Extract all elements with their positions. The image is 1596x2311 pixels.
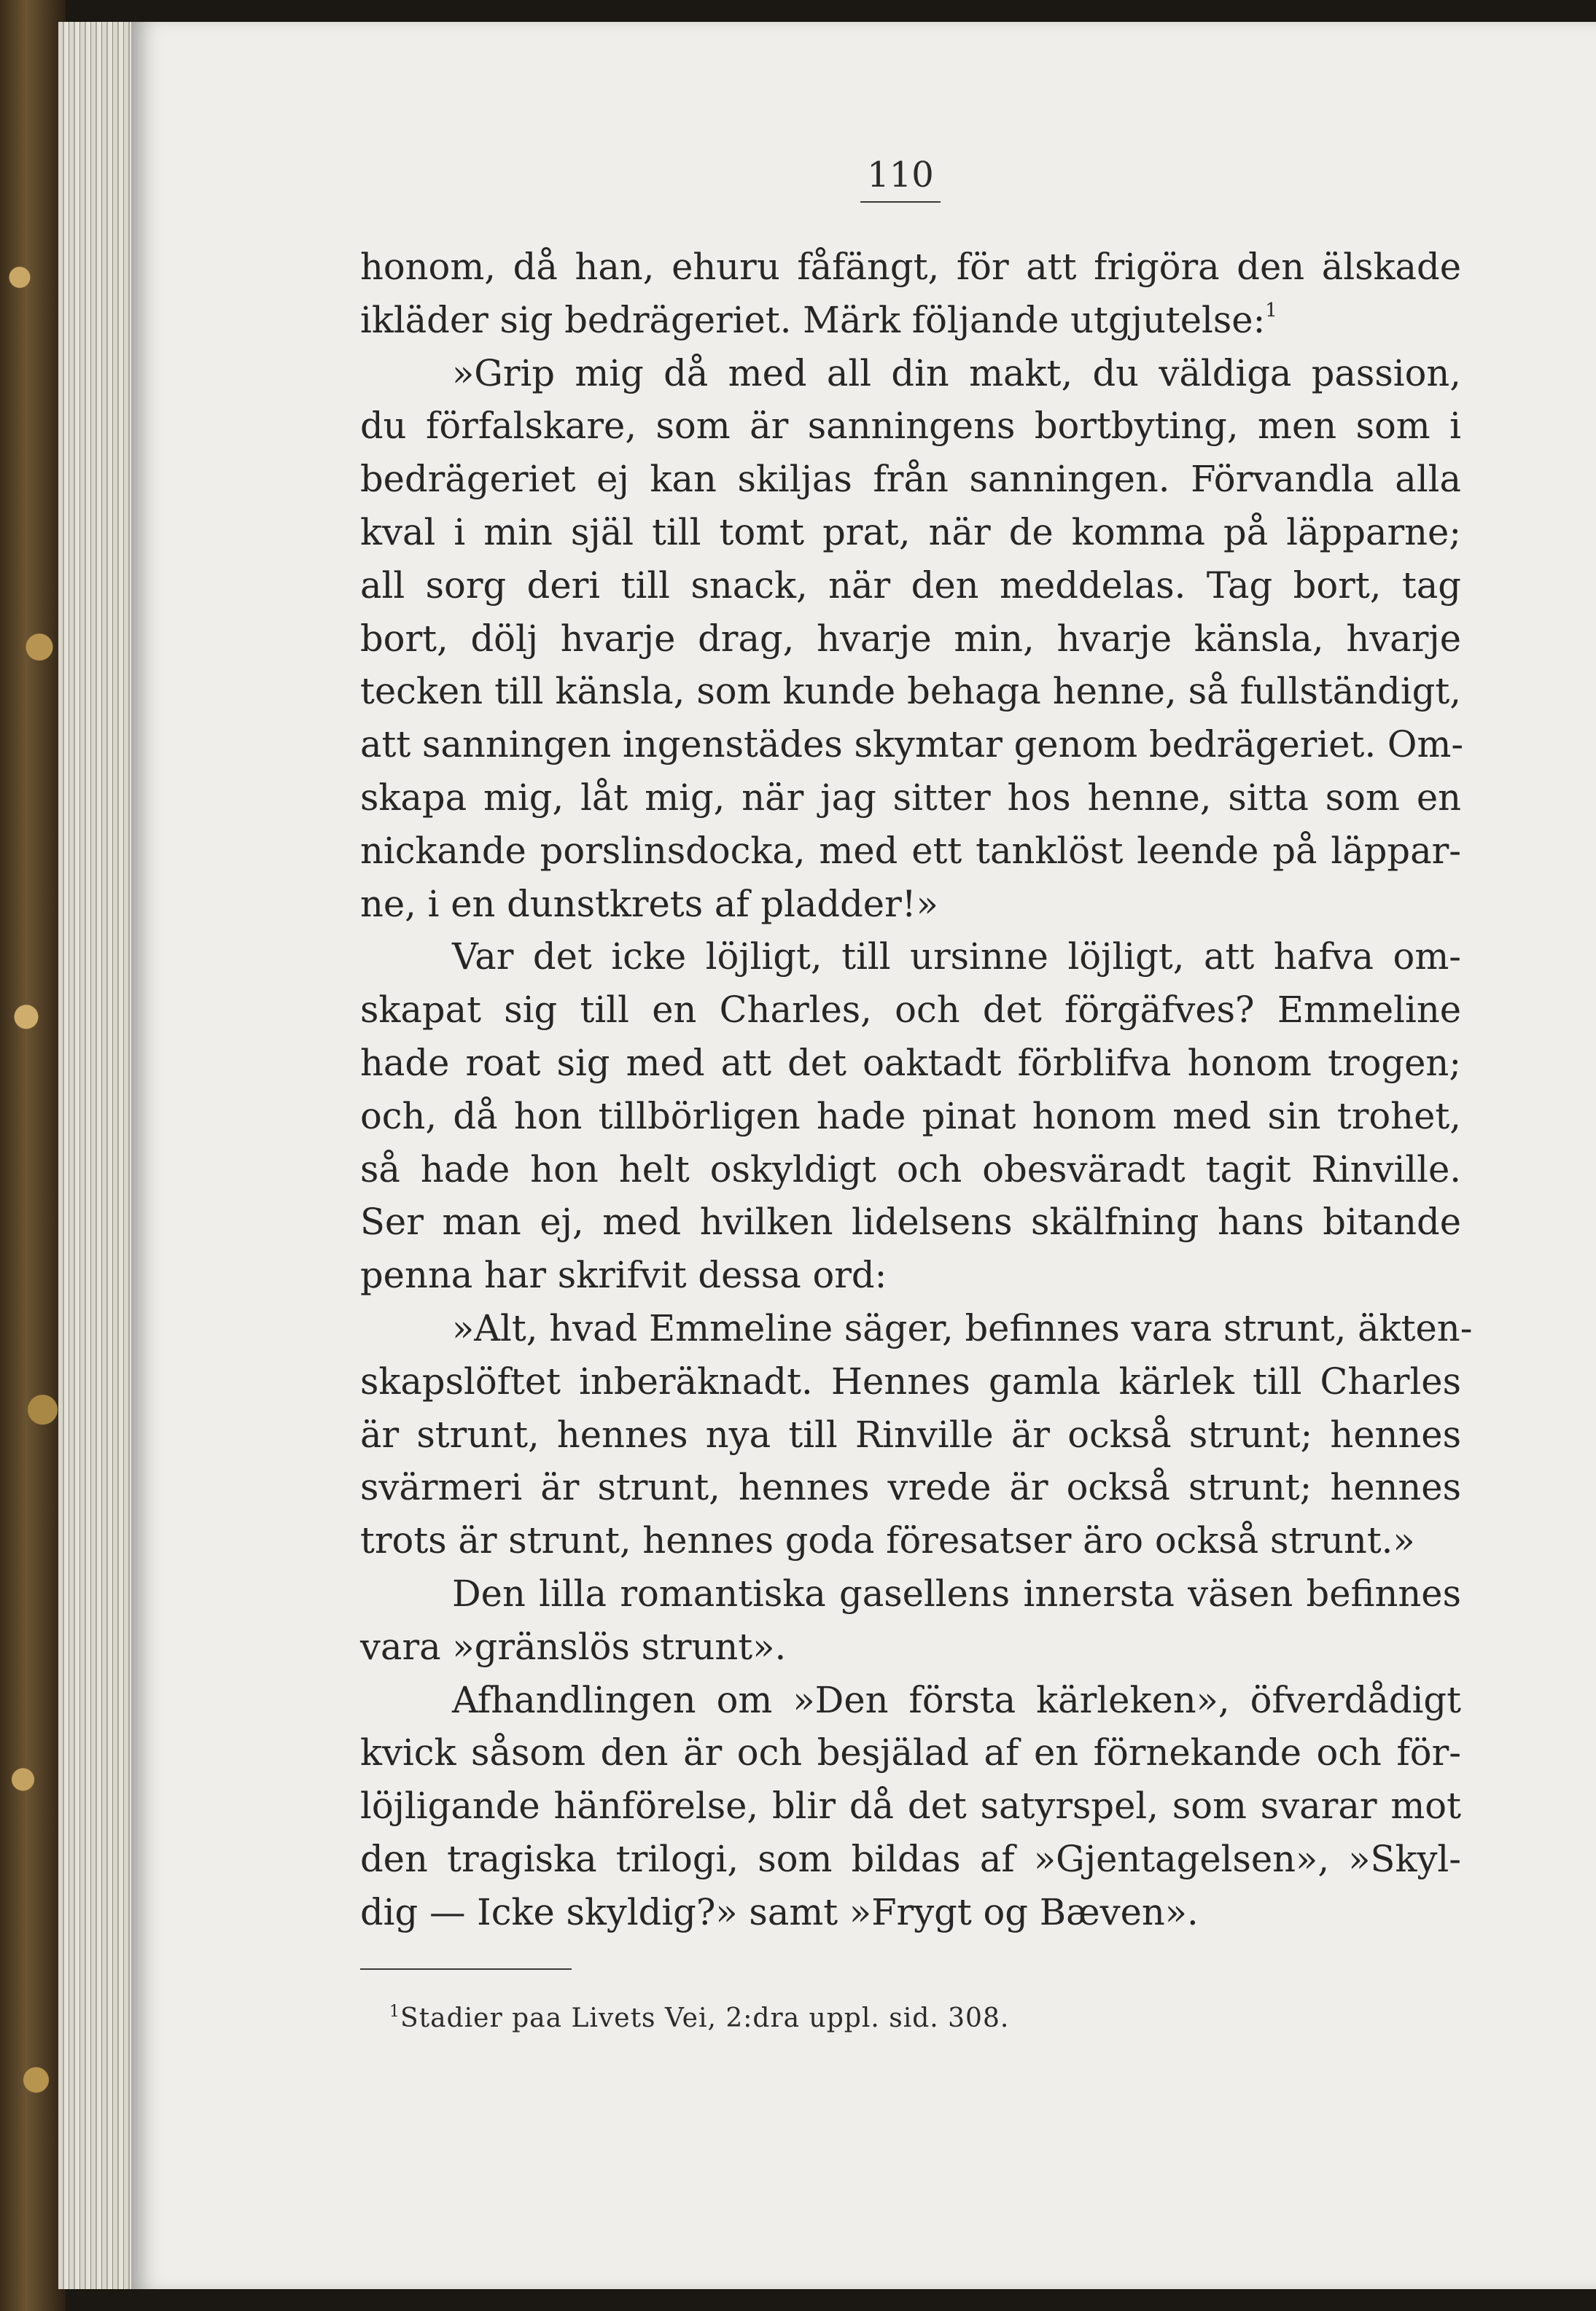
text-line: penna har skrifvit dessa ord: xyxy=(360,1254,887,1297)
footnote-marker: 1 xyxy=(389,2003,400,2021)
page-edges xyxy=(58,22,139,2289)
text-line: och, då hon tillbörligen hade pinat honom med sin trohet, xyxy=(360,1094,1461,1137)
text-line: löjligande hänförelse, blir då det satyrspel, som svarar mot xyxy=(360,1785,1461,1828)
text-line: skapat sig till en Charles, och det förgäfves? Emmeline xyxy=(360,989,1461,1032)
text-line: bort, dölj hvarje drag, hvarje min, hvarje känsla, hvarje xyxy=(360,617,1461,660)
text-line: du förfalskare, som är sanningens bortbyting, men som i xyxy=(360,405,1461,448)
text-line: kvick såsom den är och besjälad af en förnekande och för- xyxy=(360,1731,1461,1774)
text-line: ikläder sig bedrägeriet. Märk följande utgjutelse:$^1$ xyxy=(360,298,1277,341)
text-line: kval i min själ till tomt prat, när de komma på läpparne; xyxy=(360,510,1461,553)
text-line: svärmeri är strunt, hennes vrede är också strunt; hennes xyxy=(360,1466,1461,1509)
text-line: vara »gränslös strunt». xyxy=(360,1625,787,1668)
footnote-divider xyxy=(360,1968,572,1970)
text-line: »Grip mig då med all din makt, du väldiga passion, xyxy=(452,351,1461,394)
text-line: hade roat sig med att det oaktadt förblifva honom trogen; xyxy=(360,1041,1461,1084)
text-line: bedrägeriet ej kan skiljas från sanningen. Förvandla alla xyxy=(360,458,1461,501)
text-line: Den lilla romantiska gasellens innersta väsen befinnes xyxy=(452,1572,1461,1615)
text-line: Ser man ej, med hvilken lidelsens skälfning hans bitande xyxy=(360,1201,1461,1244)
text-line: Var det icke löjligt, till ursinne löjligt, att hafva om- xyxy=(452,935,1461,978)
text-line: dig — Icke skyldig?» samt »Frygt og Bæven». xyxy=(360,1890,1199,1933)
text-line: ne, i en dunstkrets af pladder!» xyxy=(360,882,938,925)
text-line: den tragiska trilogi, som bildas af »Gjentagelsen», »Skyl- xyxy=(360,1837,1461,1880)
body-text xyxy=(360,241,1473,1939)
footnote xyxy=(389,2003,1009,2033)
text-line: trots är strunt, hennes goda föresatser äro också strunt.» xyxy=(360,1519,1415,1562)
text-line: »Alt, hvad Emmeline säger, befinnes vara strunt, äkten- xyxy=(452,1306,1473,1349)
text-line: att sanningen ingenstädes skymtar genom bedrägeriet. Om- xyxy=(360,723,1464,766)
book-cover-edge xyxy=(0,0,66,2311)
page-number: 110 xyxy=(860,155,941,203)
text-line: är strunt, hennes nya till Rinville är också strunt; hennes xyxy=(360,1413,1461,1456)
footnote-text: Stadier paa Livets Vei, 2:dra uppl. sid. 308. xyxy=(400,2003,1010,2033)
text-line: nickande porslinsdocka, med ett tanklöst leende på läppar- xyxy=(360,829,1461,872)
text-line: Afhandlingen om »Den första kärleken», öfverdådigt xyxy=(452,1678,1461,1721)
text-line: all sorg deri till snack, när den meddelas. Tag bort, tag xyxy=(360,564,1461,607)
text-line: skapa mig, låt mig, när jag sitter hos henne, sitta som en xyxy=(360,776,1461,819)
footnote-ref: 1 xyxy=(1265,299,1277,321)
text-line: tecken till känsla, som kunde behaga henne, så fullständigt, xyxy=(360,670,1461,713)
text-line: så hade hon helt oskyldigt och obesväradt tagit Rinville. xyxy=(360,1147,1461,1190)
text-line: honom, då han, ehuru fåfängt, för att frigöra den älskade xyxy=(360,246,1461,288)
text-line: skapslöftet inberäknadt. Hennes gamla kärlek till Charles xyxy=(360,1360,1461,1403)
